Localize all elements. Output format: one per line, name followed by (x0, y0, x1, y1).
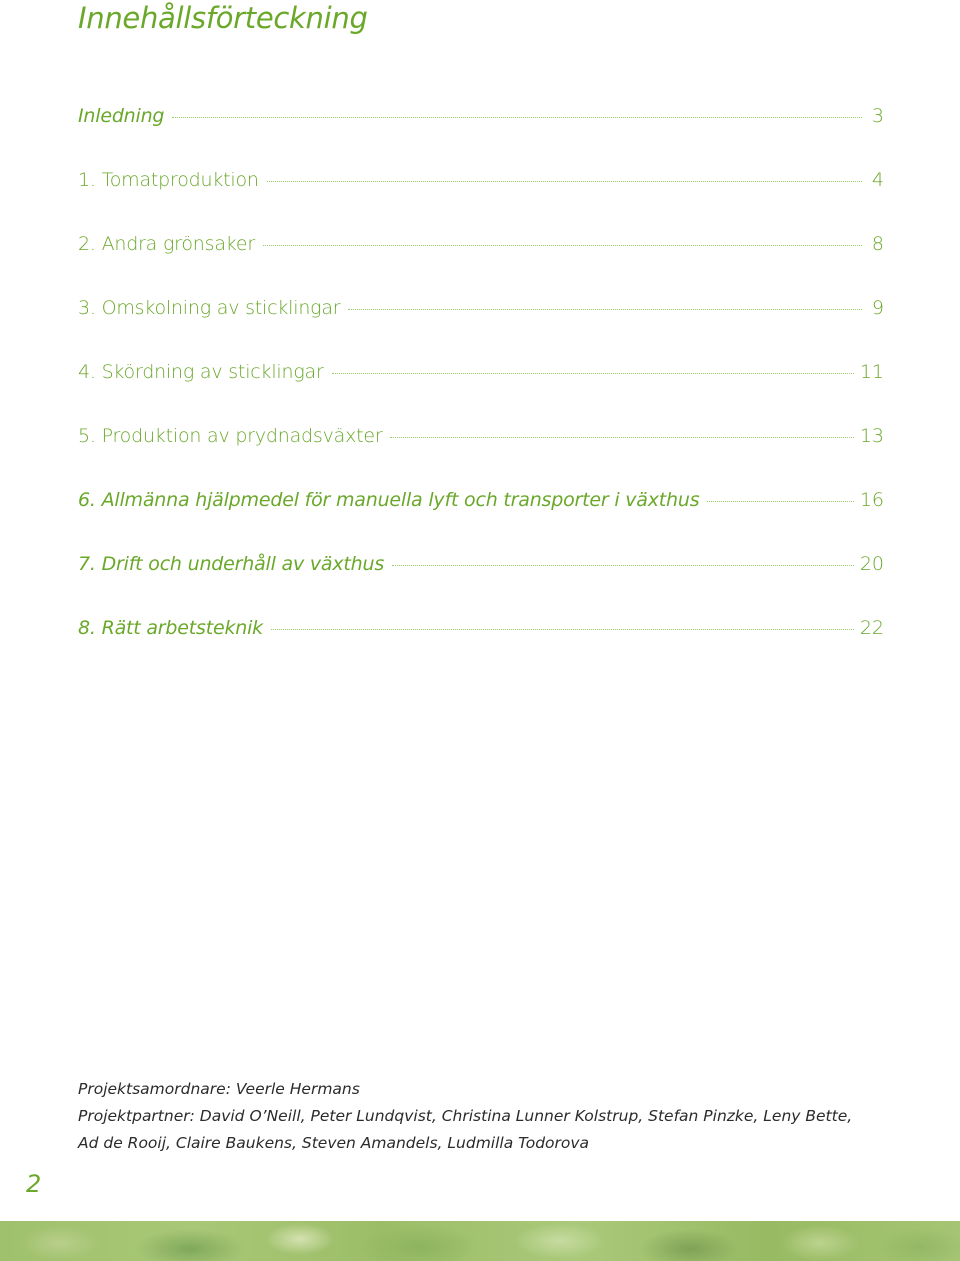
toc-entry-chapter-2[interactable] (78, 224, 884, 288)
toc-entry-introduction[interactable] (78, 96, 884, 160)
toc-entry-label: 4. Skördning av sticklingar (78, 361, 324, 383)
table-of-contents (78, 96, 884, 672)
toc-entry-chapter-6[interactable] (78, 480, 884, 544)
toc-entry-label: 1. Tomatproduktion (78, 169, 259, 191)
toc-entry-page: 8 (871, 233, 884, 255)
toc-entry-chapter-8[interactable] (78, 608, 884, 672)
toc-entry-chapter-3[interactable] (78, 288, 884, 352)
dot-leader (348, 309, 862, 310)
toc-entry-chapter-4[interactable] (78, 352, 884, 416)
project-coordinator: Projektsamordnare: Veerle Hermans (78, 1080, 360, 1098)
dot-leader (172, 117, 862, 118)
toc-entry-page: 11 (859, 361, 884, 383)
toc-entry-label: 2. Andra grönsaker (78, 233, 255, 255)
dot-leader (332, 373, 854, 374)
dot-leader (707, 501, 853, 502)
project-partners-line-1: Projektpartner: David O’Neill, Peter Lundqvist, Christina Lunner Kolstrup, Stefan Pinzke, Leny Bette, (78, 1107, 853, 1125)
toc-entry-page: 4 (871, 169, 884, 191)
toc-entry-page: 22 (859, 617, 884, 639)
toc-entry-label: Inledning (78, 105, 165, 127)
toc-entry-label: 7. Drift och underhåll av växthus (78, 553, 385, 575)
project-credits (78, 1076, 908, 1157)
toc-entry-page: 13 (859, 425, 884, 447)
toc-entry-chapter-5[interactable] (78, 416, 884, 480)
dot-leader (267, 181, 862, 182)
dot-leader (263, 245, 862, 246)
toc-entry-page: 20 (859, 553, 884, 575)
decorative-photo-strip (0, 1221, 960, 1261)
toc-entry-page: 3 (871, 105, 884, 127)
page-number: 2 (26, 1170, 42, 1198)
toc-entry-page: 16 (859, 489, 884, 511)
toc-entry-label: 8. Rätt arbetsteknik (78, 617, 263, 639)
toc-entry-chapter-7[interactable] (78, 544, 884, 608)
dot-leader (392, 565, 854, 566)
toc-entry-label: 5. Produktion av prydnadsväxter (78, 425, 383, 447)
page-title: Innehållsförteckning (78, 1, 368, 35)
toc-entry-chapter-1[interactable] (78, 160, 884, 224)
toc-entry-label: 3. Omskolning av sticklingar (78, 297, 341, 319)
project-partners-line-2: Ad de Rooij, Claire Baukens, Steven Amandels, Ludmilla Todorova (78, 1134, 590, 1152)
toc-entry-label: 6. Allmänna hjälpmedel för manuella lyft och transporter i växthus (78, 489, 700, 511)
toc-entry-page: 9 (871, 297, 884, 319)
dot-leader (390, 437, 853, 438)
dot-leader (271, 629, 854, 630)
